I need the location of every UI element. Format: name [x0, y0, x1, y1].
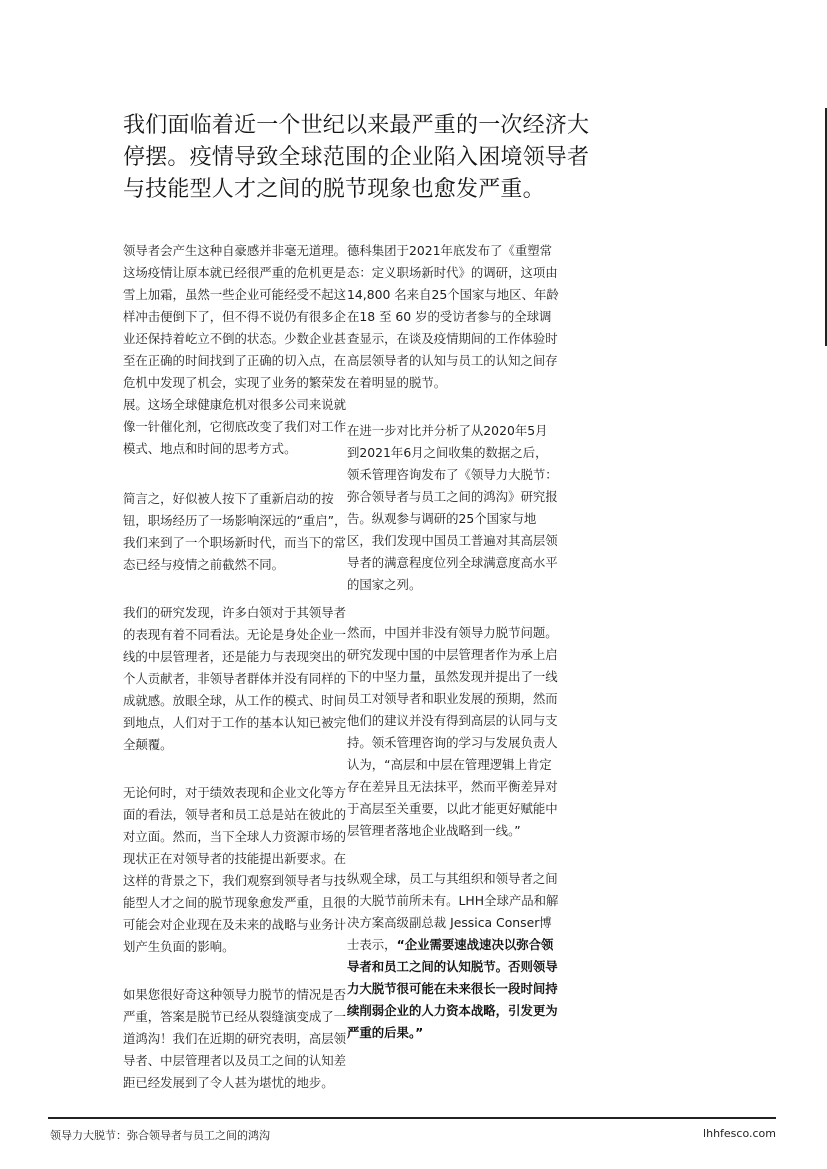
- right-paragraph-4: [347, 868, 559, 1044]
- right-paragraph-4-text: 纵观全球，员工与其组织和领导者之间的大脱节前所未有。LHH全球产品和解决方案高级副总裁 Jessica Conser博士表示，: [347, 871, 559, 952]
- right-paragraph-3: 然而，中国并非没有领导力脱节问题。研究发现中国的中层管理者作为承上启下的中坚力量，虽然发现并提出了一线员工对领导者和职业发展的预期，然而他们的建议并没有得到高层的认同与支持。领禾管理咨询的学习与发展负责人认为，“高层和中层在管理逻辑上肯定存在差异且无法抹平，然而平衡差异对于高层至关重要，以此才能更好赋能中层管理者落地企业战略到一线。”: [347, 625, 558, 838]
- right-paragraph-1: 德科集团于2021年底发布了《重塑常态：定义职场新时代》的调研，这项由14,800 名来自25个国家与地区、年龄在18 至 60 岁的受访者参与的全球调查显示，在谈及疫情期间的工作体验时高层领导者的认知与员工的认知之间存在着明显的脱节。: [347, 243, 559, 390]
- footer-report-title: 领导力大脱节：弥合领导者与员工之间的鸿沟: [50, 1129, 270, 1142]
- left-column: [123, 240, 355, 1120]
- left-paragraph-2: 简言之，好似被人按下了重新启动的按钮，职场经历了一场影响深远的“重启”，我们来到了一个职场新时代，而当下的常态已经与疫情之前截然不同。: [123, 491, 347, 572]
- page-headline: 我们面临着近一个世纪以来最严重的一次经济大停摆。疫情导致全球范围的企业陷入困境领导者与技能型人才之间的脱节现象也愈发严重。: [123, 113, 590, 202]
- right-paragraph-2: 在进一步对比并分析了从2020年5月到2021年6月之间收集的数据之后，领禾管理咨询发布了《领导力大脱节：弥合领导者与员工之间的鸿沟》研究报告。纵观参与调研的25个国家与地区，我们发现中国员工普遍对其高层领导者的满意程度位列全球满意度高水平的国家之列。: [347, 423, 558, 592]
- left-paragraph-1: 领导者会产生这种自豪感并非毫无道理。这场疫情让原本就已经很严重的危机更是雪上加霜，虽然一些企业可能经受不起这样冲击便倒下了，但不得不说仍有很多企业还保持着屹立不倒的状态。少数企业甚至在正确的时间找到了正确的切入点，在危机中发现了机会，实现了业务的繁荣发展。这场全球健康危机对很多公司来说就像一针催化剂，它彻底改变了我们对工作模式、地点和时间的思考方式。: [123, 243, 347, 456]
- left-paragraph-3: 我们的研究发现，许多白领对于其领导者的表现有着不同看法。无论是身处企业一线的中层管理者，还是能力与表现突出的个人贡献者，非领导者群体并没有同样的成就感。放眼全球，从工作的模式、时间到地点，人们对于工作的基本认知已被完全颠覆。: [123, 605, 347, 752]
- conser-quote: “企业需要速战速决以弥合领导者和员工之间的认知脱节。否则领导力大脱节很可能在未来很长一段时间持续削弱企业的人力资本战略，引发更为严重的后果。”: [347, 937, 558, 1040]
- left-paragraph-5: 如果您很好奇这种领导力脱节的情况是否严重，答案是脱节已经从裂缝演变成了一道鸿沟！我们在近期的研究表明，高层领导者、中层管理者以及员工之间的认知差距已经发展到了令人甚为堪忧的地步。: [123, 987, 347, 1090]
- left-paragraph-4: 无论何时，对于绩效表现和企业文化等方面的看法，领导者和员工总是站在彼此的对立面。然而，当下全球人力资源市场的现状正在对领导者的技能提出新要求。在这样的背景之下，我们观察到领导者与技能型人才之间的脱节现象愈发严重，且很可能会对企业现在及未来的战略与业务计划产生负面的影响。: [123, 785, 347, 954]
- right-column: [347, 240, 559, 1066]
- footer-divider: [48, 1117, 776, 1119]
- footer-website: lhhfesco.com: [703, 1127, 776, 1140]
